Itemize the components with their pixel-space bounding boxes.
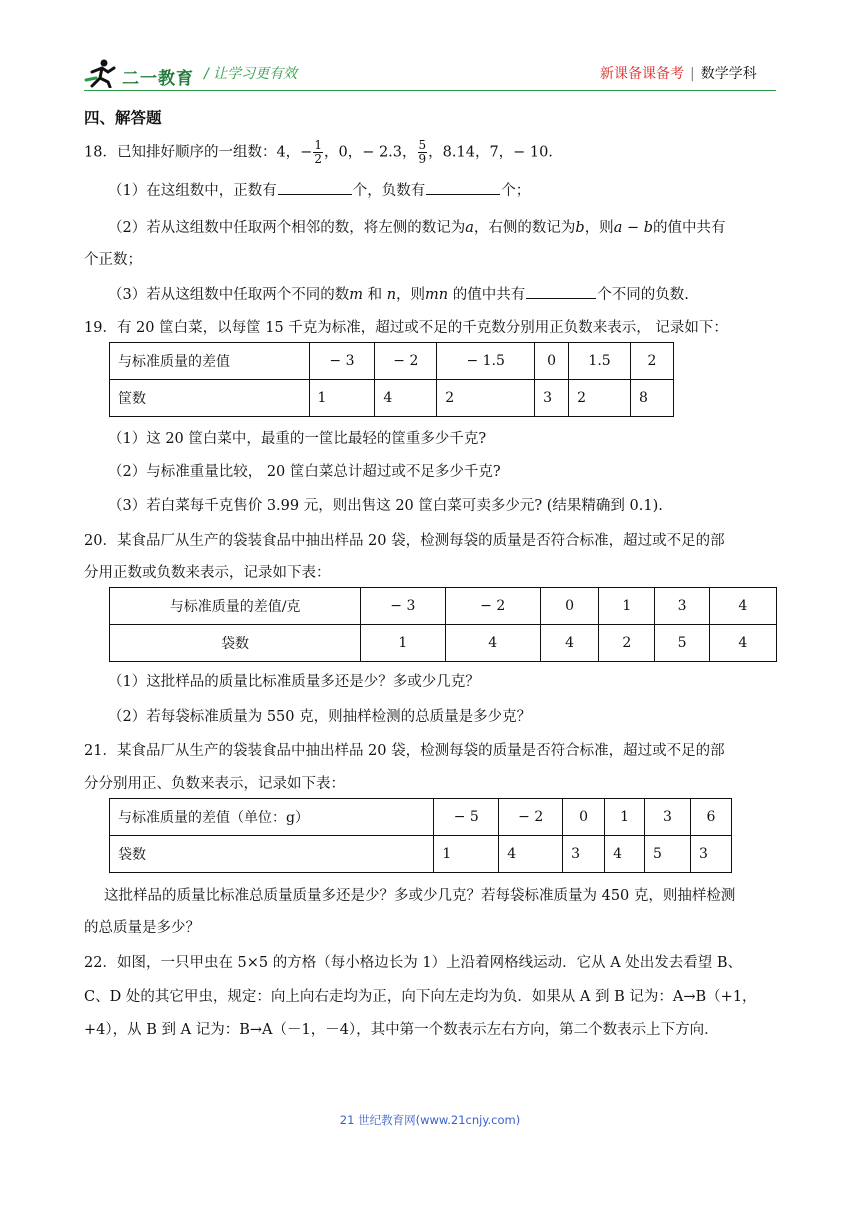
table-cell: 3 xyxy=(645,799,691,836)
var-a: a xyxy=(465,220,474,236)
var-mn: mn xyxy=(425,287,449,303)
table-cell: 0 xyxy=(540,588,598,625)
table-cell: 4 xyxy=(540,625,598,662)
answer-blank[interactable] xyxy=(426,180,500,195)
row-header-cell: 筐数 xyxy=(110,380,310,417)
header-divider xyxy=(84,90,776,91)
q18-p3-b: ，则 xyxy=(396,287,426,303)
q18-part1 xyxy=(108,179,530,200)
header-right xyxy=(600,63,757,83)
row-header-cell: 袋数 xyxy=(110,836,434,873)
q20-stem-line2: 分用正数或负数来表示，记录如下表： xyxy=(84,565,331,581)
q18-stem-c: ，8.14，7，− 10． xyxy=(428,144,563,161)
q20-stem-line1: 20．某食品厂从生产的袋装食品中抽出样品 20 袋，检测每袋的质量是否符合标准，超过或不足的部 xyxy=(84,533,725,549)
q19-table xyxy=(109,342,674,417)
q18-stem-a: 18．已知排好顺序的一组数：4，− xyxy=(84,144,313,161)
q18-p2-a: （2）若从这组数中任取两个相邻的数，将左侧的数记为 xyxy=(108,220,466,236)
table-cell: − 2 xyxy=(375,343,437,380)
table-cell: 2 xyxy=(599,625,655,662)
table-cell: 5 xyxy=(645,836,691,873)
answer-blank[interactable] xyxy=(278,180,352,195)
table-cell: 1 xyxy=(309,380,375,417)
table-cell: 0 xyxy=(563,799,605,836)
table-cell: 1 xyxy=(605,799,645,836)
table-cell: 4 xyxy=(375,380,437,417)
table-row xyxy=(110,588,777,625)
q18-part2-cont: 个正数； xyxy=(84,252,142,268)
frac2-num: 5 xyxy=(418,138,427,152)
table-cell: 1 xyxy=(599,588,655,625)
frac1-num: 1 xyxy=(314,138,322,152)
table-cell: 3 xyxy=(563,836,605,873)
q20-part1: （1）这批样品的质量比标准质量多还是少？多或少几克？ xyxy=(108,674,480,690)
table-cell: 2 xyxy=(569,380,631,417)
q18-fraction-1 xyxy=(313,139,323,166)
table-cell: 8 xyxy=(631,380,674,417)
row-header-cell: 与标准质量的差值（单位：g） xyxy=(110,799,434,836)
table-cell: − 3 xyxy=(361,588,445,625)
q21-question-line2: 的总质量是多少？ xyxy=(84,920,200,936)
q21-stem-line1: 21．某食品厂从生产的袋装食品中抽出样品 20 袋，检测每袋的质量是否符合标准，超过或不足的部 xyxy=(84,743,725,759)
q18-stem xyxy=(84,139,563,166)
table-row xyxy=(110,836,732,873)
table-row xyxy=(110,625,777,662)
q20-table xyxy=(109,587,777,662)
table-cell: 4 xyxy=(709,588,776,625)
q18-p2-d: 的值中共有 xyxy=(652,220,726,236)
table-cell: − 2 xyxy=(445,588,540,625)
table-cell: 2 xyxy=(631,343,674,380)
table-cell: 4 xyxy=(445,625,540,662)
q22-line3: +4），从 B 到 A 记为：B→A（－1，－4），其中第一个数表示左右方向，第二个数表示上下方向． xyxy=(84,1022,719,1038)
logo xyxy=(84,58,204,90)
table-cell: 4 xyxy=(499,836,563,873)
q18-fraction-2 xyxy=(418,139,428,166)
frac2-den: 9 xyxy=(418,152,427,166)
q19-part3: （3）若白菜每千克售价 3.99 元，则出售这 20 筐白菜可卖多少元? (结果精确到 0.1). xyxy=(108,498,663,514)
row-header-cell: 与标准质量的差值 xyxy=(110,343,310,380)
var-m: m xyxy=(349,287,363,303)
row-header-cell: 袋数 xyxy=(110,625,361,662)
table-row xyxy=(110,380,674,417)
q18-p3-and: 和 xyxy=(362,287,387,303)
header-separator: | xyxy=(690,66,695,82)
q18-part2 xyxy=(108,216,725,237)
table-cell: 1 xyxy=(361,625,445,662)
table-row xyxy=(110,799,732,836)
q18-p1-b: 个，负数有 xyxy=(352,183,426,199)
q19-part2: （2）与标准重量比较， 20 筐白菜总计超过或不足多少千克? xyxy=(108,464,501,480)
table-cell: 1 xyxy=(434,836,499,873)
table-cell: 6 xyxy=(690,799,731,836)
table-cell: − 3 xyxy=(309,343,375,380)
q21-question-line1: 这批样品的质量比标准总质量质量多还是少？多或少几克？若每袋标准质量为 450 克，则抽样检测 xyxy=(104,888,736,904)
table-cell: − 2 xyxy=(499,799,563,836)
q21-table xyxy=(109,798,732,873)
table-cell: 4 xyxy=(709,625,776,662)
q18-p3-a: （3）若从这组数中任取两个不同的数 xyxy=(108,287,350,303)
table-cell: 3 xyxy=(690,836,731,873)
table-cell: 5 xyxy=(655,625,709,662)
logo-text: 二一教育 xyxy=(122,69,194,89)
expr-a-minus-b: a − b xyxy=(613,220,653,236)
subject-label: 数学学科 xyxy=(700,66,757,82)
q18-p2-b: ，右侧的数记为 xyxy=(473,220,576,236)
var-b: b xyxy=(575,220,585,236)
table-cell: 1.5 xyxy=(569,343,631,380)
table-cell: − 5 xyxy=(434,799,499,836)
var-n: n xyxy=(386,287,397,303)
course-label: 新课备课备考 xyxy=(600,66,684,82)
q20-part2: （2）若每袋标准质量为 550 克，则抽样检测的总质量是多少克？ xyxy=(108,709,532,725)
q18-p2-c: ，则 xyxy=(584,220,614,236)
table-row xyxy=(110,343,674,380)
q19-stem: 19．有 20 筐白菜，以每筐 15 千克为标准，超过或不足的千克数分别用正负数来表示， 记录如下： xyxy=(84,320,728,336)
q18-stem-b: ，0，− 2.3， xyxy=(323,144,417,161)
q18-part3 xyxy=(108,283,689,304)
table-cell: 3 xyxy=(655,588,709,625)
q18-p3-c: 的值中共有 xyxy=(448,287,526,303)
table-cell: 0 xyxy=(535,343,569,380)
q22-line1: 22．如图，一只甲虫在 5×5 的方格（每小格边长为 1）上沿着网格线运动．它从 A 处出发去看望 B、 xyxy=(84,955,743,971)
table-cell: 2 xyxy=(437,380,535,417)
runner-icon xyxy=(84,58,120,88)
frac1-den: 2 xyxy=(314,152,322,166)
q19-part1: （1）这 20 筐白菜中，最重的一筐比最轻的筐重多少千克? xyxy=(108,431,487,447)
q18-p1-a: （1）在这组数中，正数有 xyxy=(108,183,277,199)
q22-line2: C、D 处的其它甲虫，规定：向上向右走均为正，向下向左走均为负．如果从 A 到 B 记为：A→B（+1， xyxy=(84,989,757,1005)
slogan: / 让学习更有效 xyxy=(204,66,298,82)
section-title: 四、解答题 xyxy=(84,109,162,127)
row-header-cell: 与标准质量的差值/克 xyxy=(110,588,361,625)
q18-p3-d: 个不同的负数. xyxy=(597,287,689,303)
table-cell: 4 xyxy=(605,836,645,873)
q18-p1-c: 个； xyxy=(501,183,531,199)
q21-stem-line2: 分分别用正、负数来表示，记录如下表： xyxy=(84,776,345,792)
footer: 21 世纪教育网(www.21cnjy.com) xyxy=(339,1113,521,1127)
answer-blank[interactable] xyxy=(526,284,596,299)
table-cell: 3 xyxy=(535,380,569,417)
table-cell: − 1.5 xyxy=(437,343,535,380)
